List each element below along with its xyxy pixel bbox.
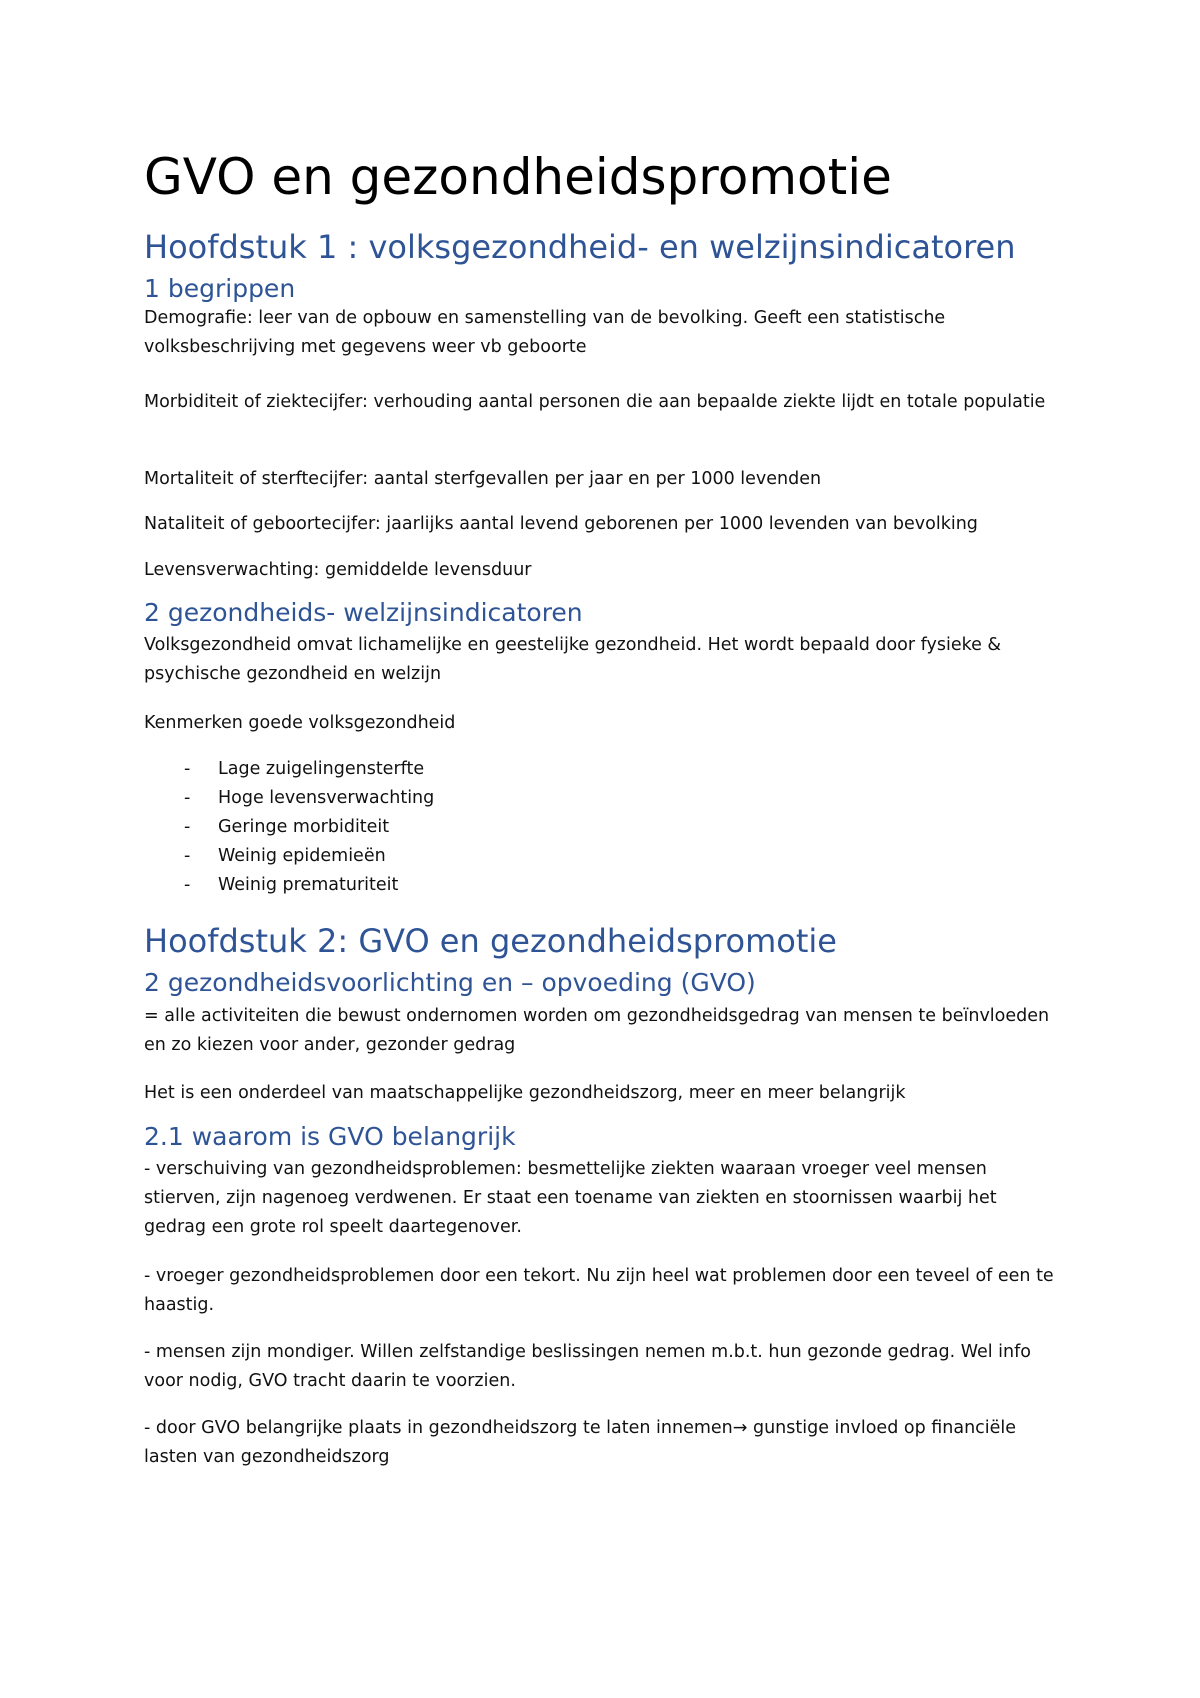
- bullet-dash: -: [184, 846, 191, 866]
- paragraph-mondiger: - mensen zijn mondiger. Willen zelfstandige beslissingen nemen m.b.t. hun gezonde gedrag. Wel info voor nodig, GVO tracht daarin te voorzien.: [144, 1342, 1031, 1391]
- list-item-text: Weinig epidemieën: [218, 846, 386, 866]
- paragraph-demografie: Demografie: leer van de opbouw en samenstelling van de bevolking. Geeft een statistische volksbeschrijving met gegevens weer vb geboorte: [144, 308, 946, 357]
- list-item: [144, 842, 434, 871]
- heading-chapter-1: Hoofdstuk 1 : volksgezondheid- en welzijnsindicatoren: [144, 228, 1016, 266]
- bullet-dash: -: [184, 788, 191, 808]
- heading-gvo: 2 gezondheidsvoorlichting en – opvoeding (GVO): [144, 968, 756, 997]
- paragraph-verschuiving: - verschuiving van gezondheidsproblemen: besmettelijke ziekten waaraan vroeger veel mensen stierven, zijn nagenoeg verdwenen. Er staat een toename van ziekten en stoornissen waarbij het gedrag een grote rol speelt daartegenover.: [144, 1159, 997, 1237]
- bullet-dash: -: [184, 759, 191, 779]
- paragraph-definitie: = alle activiteiten die bewust ondernomen worden om gezondheidsgedrag van mensen te beïnvloeden en zo kiezen voor ander, gezonder gedrag: [144, 1006, 1050, 1055]
- paragraph-kenmerken: Kenmerken goede volksgezondheid: [144, 713, 456, 733]
- paragraph-morbiditeit: Morbiditeit of ziektecijfer: verhouding aantal personen die aan bepaalde ziekte lijdt en totale populatie: [144, 392, 1046, 412]
- paragraph-vroeger: - vroeger gezondheidsproblemen door een tekort. Nu zijn heel wat problemen door een teveel of een te haastig.: [144, 1266, 1054, 1315]
- paragraph-volksgezondheid: Volksgezondheid omvat lichamelijke en geestelijke gezondheid. Het wordt bepaald door fysieke & psychische gezondheid en welzijn: [144, 635, 1002, 684]
- list-item: [144, 813, 434, 842]
- list-item-text: Hoge levensverwachting: [218, 788, 435, 808]
- heading-waarom: 2.1 waarom is GVO belangrijk: [144, 1122, 516, 1151]
- document-title: GVO en gezondheidspromotie: [144, 148, 892, 206]
- paragraph-onderdeel: Het is een onderdeel van maatschappelijke gezondheidszorg, meer en meer belangrijk: [144, 1083, 906, 1103]
- list-item-text: Lage zuigelingensterfte: [218, 759, 425, 779]
- list-item: [144, 784, 434, 813]
- paragraph-nataliteit: Nataliteit of geboortecijfer: jaarlijks aantal levend geborenen per 1000 levenden van bevolking: [144, 514, 978, 534]
- paragraph-mortaliteit: Mortaliteit of sterftecijfer: aantal sterfgevallen per jaar en per 1000 levenden: [144, 469, 822, 489]
- list-item: [144, 871, 434, 900]
- list-item: [144, 755, 434, 784]
- bullet-dash: -: [184, 875, 191, 895]
- paragraph-plaats: - door GVO belangrijke plaats in gezondheidszorg te laten innemen→ gunstige invloed op financiële lasten van gezondheidszorg: [144, 1418, 1017, 1467]
- heading-indicatoren: 2 gezondheids- welzijnsindicatoren: [144, 598, 583, 627]
- list-item-text: Geringe morbiditeit: [218, 817, 390, 837]
- kenmerken-list: [144, 755, 434, 900]
- list-item-text: Weinig prematuriteit: [218, 875, 399, 895]
- bullet-dash: -: [184, 817, 191, 837]
- heading-chapter-2: Hoofdstuk 2: GVO en gezondheidspromotie: [144, 922, 837, 960]
- paragraph-levensverwachting: Levensverwachting: gemiddelde levensduur: [144, 560, 532, 580]
- heading-begrippen: 1 begrippen: [144, 274, 296, 303]
